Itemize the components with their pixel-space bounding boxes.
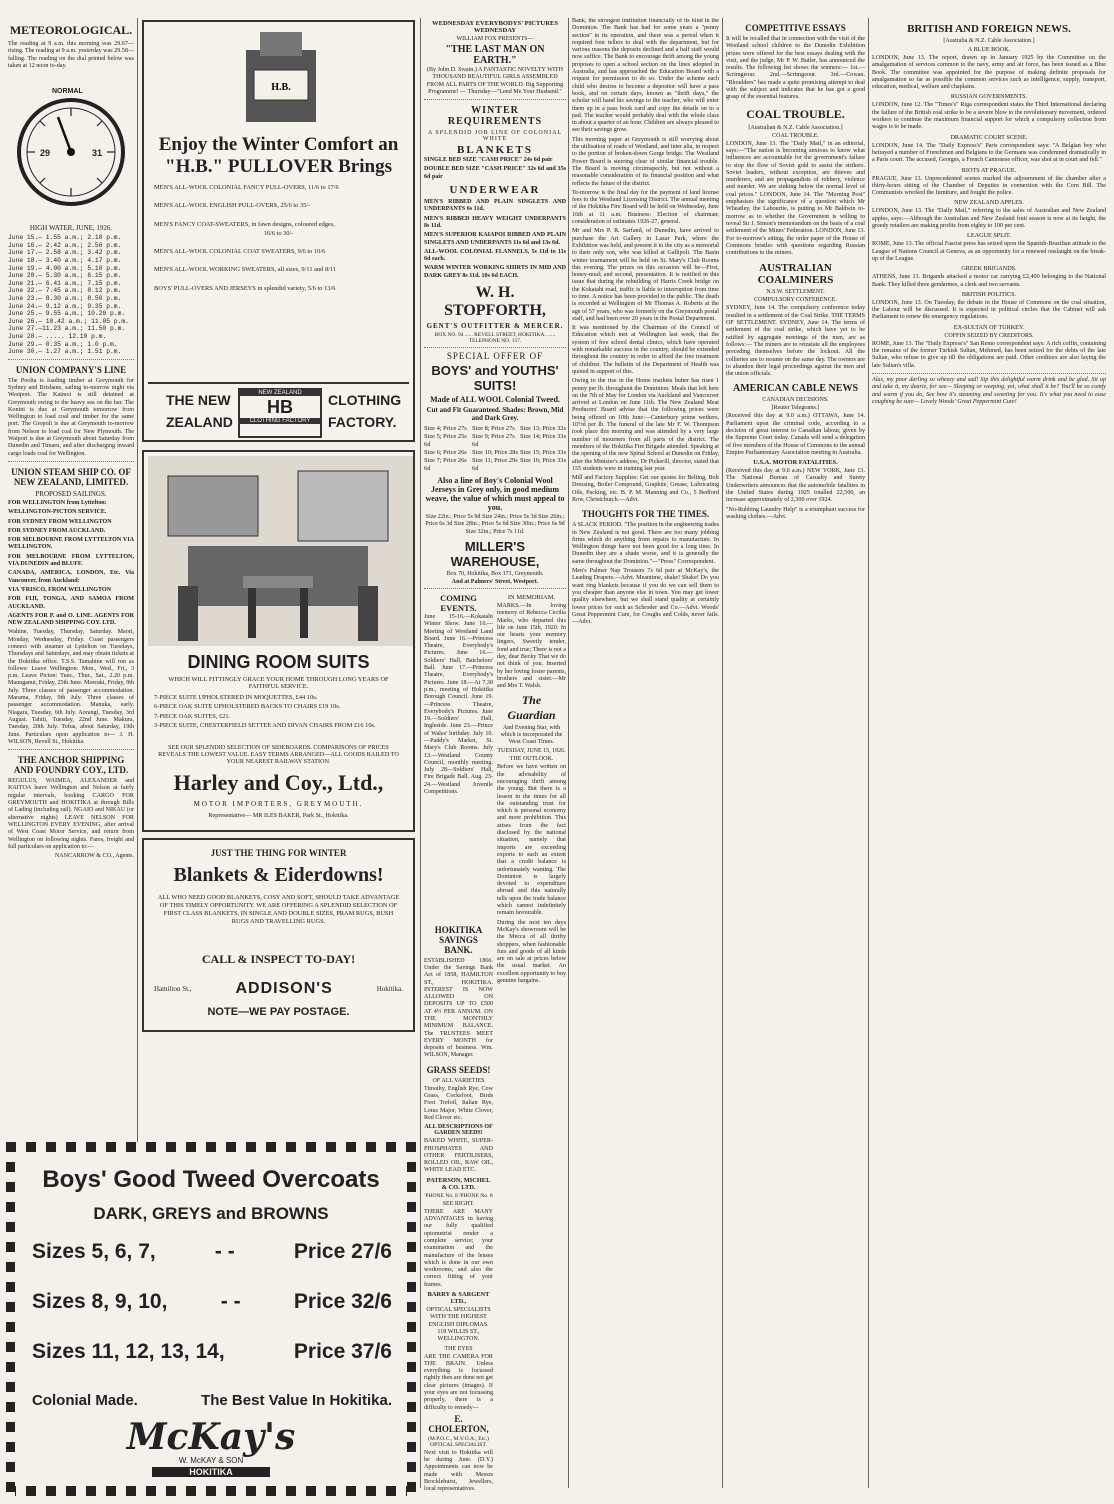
addison-call: CALL & INSPECT TO-DAY! <box>201 952 356 966</box>
sailing-head: FOR SYDNEY FROM AUCKLAND. <box>8 527 106 534</box>
sailing-head: FOR FIJI, TONGA, AND SAMOA FROM AUCKLAND. <box>8 596 134 610</box>
article-text: Mr and Mrs P. R. Sarfand, of Dunedin, have arrived to purchase the Art Gallery in Lazar Park, where the Exhibition was held, and present it to the city as a memorial to their only son, who was killed at Gallipoli. The Basin winter tournament will be held on St. Mary's Club Rooms this evening. The prizes on this occasion will be—First, honey-mud; and second, presentation. It is notified in this issue that during the rebuilding of Harris Creek bridge on the Kokatahi road, traffic is liable to interruption from time to time. A notice has been provided to the public. The death is recorded at Wellington of Mr Thomas A. Roberts at the age of 57 years, who was formerly on the Greymouth postal staff, and had been over 20 years in the Postal Department. <box>572 228 719 322</box>
checker-border <box>6 1142 416 1152</box>
coal-heading: COAL TROUBLE. <box>746 106 845 121</box>
tide-row: June 18.— 3.40 a.m.; 4.17 p.m. <box>8 256 122 264</box>
coal-source: [Australian & N.Z. Cable Association.] <box>748 124 843 131</box>
divider <box>8 749 134 750</box>
news-text: LONDON, June 13. The "Daily Mail," referring to the sales of Australian and New Zealand apples, says:—Although the Australian and New Zealand fruit season is now at its height, the greedy retailers are making profits from eighty to 100 per cent. <box>872 208 1106 230</box>
grass-list: Timothy, English Rye, Cow Grass, Cocksfoot, Birds Foot Trefoil, Italian Rye, Lotus Major, White Clover, Red Clover etc. <box>424 1085 493 1121</box>
dining-room-illustration-icon <box>148 456 413 646</box>
miller-name: MILLER'S WAREHOUSE, <box>450 538 540 569</box>
tide-row: June 16.— 2.42 a.m.; 2.56 p.m. <box>8 241 122 249</box>
sailing-head: FOR MELBOURNE FROM LYTTELTON, VIA DUNEDIN and BLUFF. <box>8 553 134 568</box>
addison-name: ADDISON'S <box>235 980 333 997</box>
coalminers-heading: AUSTRALIAN COALMINERS <box>757 262 834 287</box>
harley-name: Harley and Coy., Ltd., <box>173 770 384 795</box>
tide-row: June 22.— 7.45 a.m.; 8.12 p.m. <box>8 287 122 295</box>
jersey-sizes: Size 22in.; Price 5s 9d Size 24in.; Price 5s 3d Size 26in.; Price 6s 3d Size 28in.; Price 5s 6d Size 30in.; Price 6s 9d Size 32in.; Price 7s 11d. <box>425 514 565 535</box>
underwear-row: MEN'S RIBBED AND PLAIN SINGLETS AND UNDERPANTS 6s 11d. <box>424 199 566 213</box>
movie-title: "THE LAST MAN ON EARTH." <box>445 44 545 66</box>
column-3 <box>424 18 566 1498</box>
addison-signature <box>154 980 403 998</box>
cholerton-name: E. CHOLERTON, <box>428 1413 489 1434</box>
mckay-footer <box>32 1392 392 1409</box>
underwear-row: MEN'S RIBBED HEAVY WEIGHT UNDERPANTS 8s 11d. <box>424 215 566 229</box>
coalminers-text: SYDNEY, June 14. The compulsory conference today resulted in a settlement of the Coal Strike. THE TERMS OF SETTLEMENT. SYDNEY, June 14. The terms of settlement of the coal strike, which have yet to be ratified by aggregate meetings of the men, are as follows:— The miners are to reinstate all the employees preceding themselves before the lockout. All the collieries are to resume on the same day. The owners are to abandon their legal proceedings against the men and the union officials. <box>726 305 865 378</box>
mckay-title: Boys' Good Tweed Overcoats <box>42 1166 380 1193</box>
movie-text: (By John D. Swain.) A FANTASTIC NOVELTY WITH THOUSAND BEAUTIFUL GIRLS ASSEMBLED FROM ALL PARTS OF THE WORLD. Big Supporting Programme! — Thursday—"Lend Me Your Husband." <box>426 67 564 95</box>
movie-header: WEDNESDAY EVERYBODYS' PICTURES WEDNESDAY <box>431 20 559 34</box>
coalminers-sub: N.S.W. SETTLEMENT. <box>766 289 825 296</box>
news-subhead: BRITISH POLITICS. <box>961 290 1017 298</box>
guardian-date: TUESDAY, JUNE 15, 1926. <box>497 748 566 755</box>
barry-name: BARRY & SARGENT LTD., <box>427 1291 490 1306</box>
usco-heading: UNION STEAM SHIP CO. OF NEW ZEALAND, LIMITED. <box>11 466 131 487</box>
thoughts-heading: THOUGHTS FOR THE TIMES. <box>581 509 710 520</box>
mckay-colonial: Colonial Made. <box>32 1392 138 1409</box>
news-text: ROME, June 13. The official Fascist press has seized upon the Spanish-Brazilian attitude to the League of Nations Council at Geneva, as an opportunity for a renewed onslaught on the break-up of the League. <box>872 241 1106 262</box>
harley-sub: MOTOR IMPORTERS, GREYMOUTH. <box>193 800 364 808</box>
svg-text:H.B.: H.B. <box>271 82 291 93</box>
size-cell: Size 4; Price 27s <box>424 425 467 433</box>
column-rule <box>420 18 421 1488</box>
hb-item: MEN'S ALL-WOOL COLONIAL COAT SWEATERS, 9/6 to 10/6 <box>154 248 326 256</box>
suits-made: Made of ALL WOOL Colonial Tweed. <box>430 395 560 405</box>
mckay-price: Price 27/6 <box>293 1240 392 1263</box>
cholerton-text: Next visit to Hokitika will be during June. (D.Y.) Appointments can now be made with Messrs Brocklehurst, Jewellers, local representatives. <box>424 1449 493 1493</box>
article-text: Te-morrow is the final day for the payment of land license fees to the Westland Licensing District. The annual meeting of the Hokitika Fire Board will be held on Wednesday, June 16th at 11 a.m. Business: Election of chairman; consideration of estimates 1926-27, general. <box>572 189 719 226</box>
mckay-subtitle: DARK, GREYS and BROWNS <box>93 1204 329 1223</box>
mckay-dash: - - <box>214 1240 235 1263</box>
mckay-sizes: Sizes 11, 12, 13, 14, <box>32 1340 225 1363</box>
news-subhead: DRAMATIC COURT SCENE. <box>950 133 1028 141</box>
tide-row: June 21.— 6.41 a.m.; 7.15 p.m. <box>8 279 122 287</box>
harley-text: WHICH WILL FITTINGLY GRACE YOUR HOME THROUGH LONG YEARS OF FAITHFUL SERVICE. <box>168 676 389 690</box>
pullover-figure-icon <box>236 30 326 125</box>
savings-heading: HOKITIKA SAVINGS BANK. <box>434 924 483 955</box>
size-cell: Size 15; Price 33s <box>520 449 566 457</box>
harley-item: 7-PIECE SUITE UPHOLSTERED IN MOQUETTES, £44 10s. <box>154 694 318 701</box>
article-text: Bank, the strongest institution financially of its kind in the Dominion. The Bank has had for some years a "penny section" in its operation, and there was a period when it required four tellers to deal with the department, but for various reasons the deposits declined and a half staff would now suffice. The Bank to encourage thrift among the young proposes to open a school section on the lines adopted in Australia, and has approached the Education Board with a request for permission to do so. Under the scheme each child who desires to become a depositor will have a pass book, and on certain days, known as "thrift days," the scholar will hand his savings to the teacher, who will enter them up in a pass book card and copy the details on to a pad. The teacher would probably deal with the whole class in about a quarter of an hour. Children are always pleased to see their savings grow. <box>572 18 719 134</box>
cholerton-sub: (M.P.O.C., M.V.O.A., Etc.) OPTICAL SPECIALIST. <box>428 1435 489 1448</box>
column-4 <box>572 18 719 1498</box>
blanket-row: SINGLE BED SIZE "CASH PRICE" 24s 6d pair <box>424 157 553 164</box>
barry-sub: OPTICAL SPECIALISTS WITH THE HIGHEST ENGLISH DIPLOMAS. 118 WILLIS ST., WELLINGTON. <box>426 1307 491 1343</box>
news-text: LONDON, June 13. On Tuesday, the debate in the House of Commons on the coal situation, the Labour will be discussed. It is expected in political circles that the Cabinet will ask Parliament to renew the emergency regulations. <box>872 299 1106 321</box>
coalminers-subhead: COMPULSORY CONFERENCE. <box>754 297 837 304</box>
mckay-row <box>32 1240 392 1264</box>
mckay-price: Price 37/6 <box>293 1340 392 1363</box>
hb-footer-left2: ZEALAND <box>166 414 233 430</box>
hb-logo-bottom: CLOTHING FACTORY <box>240 418 320 424</box>
guardian-masthead: The Guardian <box>507 692 556 722</box>
size-cell: Size 14; Price 33s <box>520 433 566 441</box>
paterson-phone: 'PHONE No. 8 'PHONE No. 8 <box>424 1192 493 1199</box>
checker-border <box>6 1142 15 1496</box>
hb-footer-right: CLOTHING <box>328 392 402 408</box>
hb-logo: NEW ZEALAND HB CLOTHING FACTORY <box>238 388 322 438</box>
size-cell: Size 10; Price 28s <box>472 449 518 457</box>
suits-cut: Cut and Fit Guaranteed. Shades: Brown, Mid and Dark Grey. <box>426 406 564 423</box>
mckay-best-value: The Best Value In Hokitika. <box>201 1392 392 1409</box>
news-subhead: A BLUE BOOK. <box>967 46 1011 53</box>
grass-sub: OF ALL VARIETIES <box>432 1077 485 1084</box>
mckay-row <box>32 1340 392 1364</box>
advert-text: "No-Rubbing Laundry Help" is a triumphant success for washing clothes.—Advt. <box>726 506 865 520</box>
size-cell: Size 6; Price 26s <box>424 449 467 457</box>
hb-footer-left: THE NEW <box>166 392 231 408</box>
hb-item: MEN'S ALL-WOOL COLONIAL FANCY PULL-OVERS, 11/6 to 17/6 <box>154 184 339 191</box>
gauge-normal-label: NORMAL <box>52 88 83 96</box>
sailing-head: AGENTS FOR P. and O. LINE. AGENTS FOR NEW ZEALAND SHIPPING COY. LTD. <box>8 612 134 627</box>
addison-blankets-ad <box>142 838 415 1032</box>
column-1 <box>8 18 134 1148</box>
news-text: ATHENS, June 13. Brigands attacked a motor car carrying £2,400 belonging to the National Bank. They killed three gendarmes, a clerk and two servants. <box>872 274 1106 288</box>
gauge-right-label: 31 <box>92 148 103 159</box>
mckay-logo-town: HOKITIKA <box>152 1467 270 1477</box>
harley-title: DINING ROOM SUITS <box>187 652 370 672</box>
sailing-head: VIA 'FRISCO, FROM WELLINGTON <box>8 586 112 593</box>
mckay-sizes: Sizes 5, 6, 7, <box>32 1240 156 1263</box>
manure-line: BAKED WHITE, SUPER-PHOSPHATES AND OTHER FERTILISERS, ROLLED OIL, RAW OIL, WHITE LEAD ETC. <box>424 1138 493 1174</box>
hb-item: 16/6 to 30/- <box>263 229 294 237</box>
underwear-heading: UNDERWEAR <box>449 184 541 197</box>
tide-row: June 20.— 5.30 a.m.; 6.15 p.m. <box>8 272 122 280</box>
usa-text: (Received this day at 9.0 a.m.) NEW YORK, June 13. The National Bureau of Casualty and Surety Underwriters announces that the automobile fatalities in the United States during 1925 totalled 22,500, an increase approximately of 2,300 over 1924. <box>726 468 865 504</box>
anchor-heading: THE ANCHOR SHIPPING AND FOUNDRY COY., LTD. <box>13 755 129 776</box>
hb-footer <box>148 382 409 440</box>
mckay-logo-script: McKay's <box>126 1416 296 1458</box>
sailing-head: FOR SYDNEY FROM WELLINGTON <box>8 518 112 525</box>
addison-title: Blankets & Eiderdowns! <box>173 864 384 886</box>
news-subhead: RIOTS AT PRAGUE. <box>961 166 1017 174</box>
cable-source: [Reuter Telegrams.] <box>771 405 820 412</box>
tide-heading: HIGH WATER, JUNE, 1926. <box>29 224 113 233</box>
sailing-head: FOR WELLINGTON from Lyttelton: <box>8 499 107 506</box>
underwear-row: MEN'S SUPERIOR KAIAPOI RIBBED AND PLAIN SINGLETS AND UNDERPANTS 11s 6d and 13s 6d. <box>424 232 566 246</box>
tide-row: June 17.— 2.58 a.m.; 3.42 p.m. <box>8 249 122 257</box>
tide-row: June 19.— 4.00 a.m.; 5.10 p.m. <box>8 264 122 272</box>
divider <box>8 359 134 360</box>
sailing-head: FOR MELBOURNE FROM LYTTELTON VIA WELLINGTON. <box>8 537 134 551</box>
hb-pullover-ad <box>142 20 415 442</box>
addison-top: JUST THE THING FOR WINTER <box>210 848 347 858</box>
garden-line: ALL DESCRIPTIONS OF GARDEN SEEDS! <box>424 1124 493 1137</box>
news-subhead: LEAGUE SPLIT. <box>967 232 1011 240</box>
movie-presenter: WILLIAM FOX PRESENTS— <box>456 36 534 42</box>
coal-text: LONDON, June 13. The "Daily Mail," in an editorial, says:—"The nation is becoming anxious to know what influences are accountable for the government's failure to stop the flow of Soviet gold to assist the strikers. Soviet leaders, without exception, are thieves and murderers, and are propagandists of robbery, violence and murder. We are sinking below the normal level of coal prices." LONDON, June 14. The "Morning Post" emphasises the significance of a question which Mr Wheatley, the Labourite, is putting to Mr Baldwin to-morrow as to whether the Government is willing to reveal Sir J. Simon's memorandum on the basis of a coal settlement of the Mines' Federation. LONDON, June 13. For to-morrow's sitting, the order paper of the House of Commons bristles with questions regarding Russian contributions to the miners. <box>726 140 865 257</box>
union-line-heading: UNION COMPANY'S LINE <box>15 364 127 375</box>
ads-right <box>497 920 566 1496</box>
size-cell: Size 5; Price 25s 6d <box>424 433 467 449</box>
harley-item: 7-PIECE OAK SUITES, £21. <box>154 712 231 720</box>
news-text: PRAGUE, June 13. Unprecedented scenes marked the adjournment of the chamber after a thirty-hours sitting of the Chamber of Deputies in connection with the Corn Bill. The Communists wrecked the furniture, and fought the police. <box>872 175 1106 197</box>
essays-text: It will be recalled that in connection with the visit of the Westland school children to the Dunedin Exhibition prizes were offered for the best essays dealing with the visit, and the judge, Mr P. W. Butler, has announced the results. The following list shows the winners:— 1st.—Scrimgeour. 2nd.—Scrimgeour. 3rd.—Cowan. "Rhoulders" has made a quite promising attempt to deal with the subject and indicates that he has got a good grasp of the essential features. <box>726 36 865 101</box>
divider <box>8 461 134 462</box>
special-offer: SPECIAL OFFER OF <box>446 351 544 362</box>
addison-note: NOTE—WE PAY POSTAGE. <box>207 1006 350 1018</box>
tide-row: June 26.— 10.42 a.m.; 11.05 p.m. <box>8 317 129 325</box>
news-subhead: EX-SULTAN OF TURKEY. <box>953 323 1025 331</box>
column-rule <box>568 18 569 1488</box>
guardian-sub: And Evening Star, with which is incorporated the West Coast Times. <box>500 724 563 746</box>
stopforth-sub: GENT'S OUTFITTER & MERCER. <box>426 322 564 331</box>
addison-address: Hamilton St., <box>154 985 192 993</box>
memoriam-heading: IN MEMORIAM. <box>507 593 556 601</box>
coal-subhead: COAL TROUBLE. <box>772 132 819 139</box>
mckay-dash: - - <box>220 1290 241 1313</box>
column-5 <box>726 18 865 1498</box>
hb-item: MEN'S ALL-WOOL WORKING SWEATERS, all sizes, 9/11 and 8/11 <box>154 266 337 274</box>
news-text: LONDON, June 13. The report, drawn up in January 1925 by the Committee on the amalgamation of services common to the navy, army and air force, has been issued as a Blue Book. The committee was appointed for the purpose of making definite proposals for amalgamation so far as possible the common services such as intelligence, supply, transport, education, medical, welfare and chaplains. <box>872 55 1106 91</box>
tide-row: June 27.—11.23 a.m.; 11.50 p.m. <box>8 325 126 333</box>
size-cell: Size 16; Price 33s <box>520 457 566 465</box>
mckay-sizes: Sizes 8, 9, 10, <box>32 1290 168 1313</box>
hb-footer-right2: FACTORY. <box>328 414 397 430</box>
news-subhead: RUSSIAN GOVERNMENTS. <box>950 93 1028 101</box>
suits-size-grid <box>424 425 566 473</box>
usa-heading: U.S.A. MOTOR FATALITIES. <box>753 459 838 467</box>
sailing-head: WELLINGTON-PICTON SERVICE. <box>8 509 107 516</box>
meteorological-heading: METEOROLOGICAL. <box>9 23 133 37</box>
blanket-row: DOUBLE BED SIZE "CASH PRICE" 32s 6d and 35s 6d pair <box>424 166 566 180</box>
size-cell: Size 13; Price 32s <box>520 425 566 433</box>
outlook-text: Before we have written on the advisability of encouraging thrift among the young. But there is a lesson in the times for all the outstanding trust for which is personal economy and more prohibition. This arises from the fact disclosed by the national situation, namely that imports are exceeding exports to such an extent that a credit balance is unfortunately wanting. The Dominion is largely devoted to expenditure abroad and this naturally tells upon the trade balance which cannot indefinitely remain favourable. <box>497 764 566 917</box>
suits-heading: BOYS' and YOUTHS' SUITS! <box>431 363 559 394</box>
mckay-logo-sub: W. McKAY & SON <box>178 1456 244 1465</box>
tide-row: June 28.— ..... 12.10 p.m. <box>8 332 107 340</box>
addison-town: Hokitika. <box>376 985 403 993</box>
tide-row: June 29.— 0.35 a.m.; 1.0 p.m. <box>8 340 118 348</box>
gauge-left-label: 29 <box>40 148 51 159</box>
memoriam-text: MARKS.—In loving memory of Rebecca Cecilia Marks, who departed this life on June 15th, 1920. In our hearts your memory lingers, Sweetly tender, fond and true; There is not a day, dear Becky That we do not think of you. Inserted by her loving foster parents, brothers and sister.—Mr and Mrs T. Walsh. <box>497 602 566 690</box>
article-text: Owing to the rise in the Home markets butter has risen 1 penny per lb. throughout the Dominion. Meals that left here on the 7th of May for London via Auckland and Vancouver arrived at London on June 11th. The New Zealand Meat Producers' Board advise that the following prices were being offered on 10th June:—Canterbury prime wethers, 10½d per lb. The funeral of the late Mr F. W. Thompson took place this morning and was attended by a very large number of mourners from all parts of the district. The members of the Hokitika Fire Brigade attended. Speaking at the opening of the new Spinal School at Dunedin on Friday, after the Minister's address, Dr Pickerill, director, stated that 155 students were in training last year. <box>572 378 719 472</box>
paterson-name: PATERSON, MICHEL & CO. LTD. <box>426 1176 491 1191</box>
miller-sub: And at Palmers' Street, Westport. <box>451 578 539 585</box>
mckay-row <box>32 1290 392 1314</box>
cable-heading: AMERICAN CABLE NEWS <box>732 383 858 395</box>
size-cell: Size 9; Price 27s 6d <box>472 433 515 449</box>
foreign-news-heading: BRITISH AND FOREIGN NEWS. <box>907 23 1071 35</box>
tide-row: June 30.— 1.27 a.m.; 1.51 p.m. <box>8 348 122 356</box>
hb-item: MEN'S FANCY COAT-SWEATERS, in fawn designs, coloured edges, <box>154 220 335 228</box>
peppermint-poem: Alas, my poor darling so wheezy and sad! Sip this delightful warm drink and be glad. Sit up and take it, my dearie, for see— Sleeping or weeping, yet, what shall it be? You'll be so comfy and warm if you do, See how it's steaming and sweeting for you. It's what you need to ease coughing be sure— Lovely Woods' Great Peppermint Cure! <box>872 376 1106 405</box>
advert-text: Mill and Factory Supplies: Get our quotes for Belting, Bolt Dressing, Boiler Compound, Graphite, Grease, Lubricating Oils, Packing, etc. B. P. M. Manning and Co., 5 Bedford Row, Christchurch.—Advt. <box>572 475 719 503</box>
events-text: June 15-16.—Kokatahi Winter Show. June 16.—Meeting of Westland Land Board. June 16.—Princess Theatre, Everybody's Pictures. June 16.—Soldiers' Hall, Batchelors' Ball. June 17.—Princess Theatre, Everybody's Pictures. June 18.—At 7.30 p.m., meeting of Hokitika Borough Council. June 19.—Princess Theatre, Everybody's Pictures. June 19.—Soldiers' Hall, Ingleside. June 23.—Prince of Wales' birthday. July 10.—Paddy's Market, St. Mary's Club Rooms. July 13.—Westland County Council, monthly meeting. July 28—Soldiers' Hall, Fire Brigade Ball. Aug. 23-24.—Westland Juvenile Competitions. <box>424 613 493 796</box>
hb-headline: Enjoy the Winter Comfort an "H.B." PULLOVER Brings <box>158 134 399 177</box>
article-text: This morning paper at Greymouth is still worrying about the utilisation of roads of Westland, and inter alia, in respect to the portion of broken-down Gorge bridge. The Westland Power Board is steering clear of similar financial trouble. The Board is moving circumspectly, but not without a reasonable consideration of its financial position and what reflects the future of the district. <box>572 136 719 187</box>
size-cell: Size 7; Price 26s 6d <box>424 457 467 473</box>
harley-dining-ad <box>142 450 415 832</box>
hb-item: BOYS' PULL-OVERS AND JERSEYS in splendid variety, 5/6 to 13/6 <box>154 284 336 292</box>
essays-heading: COMPETITIVE ESSAYS <box>745 23 846 33</box>
hb-item: MEN'S ALL-WOOL ENGLISH PULL-OVERS, 25/6 to 35/- <box>154 202 311 210</box>
events-memoriam-row <box>424 592 566 920</box>
underwear-row: ALL-WOOL COLONIAL FLANNELS, 5s 11d to 11s 6d each. <box>424 248 566 263</box>
tide-row: June 25.— 9.55 a.m.; 10.20 p.m. <box>8 310 126 318</box>
news-text: LONDON, June 12. The "Times's" Riga correspondent states the Third International declaring the failure of the British coal strike to be a severe blow to the revolutionary movement, ordered workers to continue the maximum financial support for which a compulsory collection from wages is to be made. <box>872 102 1106 131</box>
mckay-price: Price 32/6 <box>293 1290 392 1313</box>
stopforth-address: BOX NO. 94 ...... REVELL STREET, HOKITIKA. ...... TELEPHONE NO. 157. <box>434 332 556 345</box>
blankets-heading: BLANKETS <box>457 144 533 157</box>
grass-heading: GRASS SEEDS! <box>426 1064 491 1075</box>
hb-logo-top: NEW ZEALAND <box>240 390 320 396</box>
ads-left <box>424 920 493 1496</box>
mckay-overcoat-ad <box>6 1142 416 1496</box>
sight-heading: SEE RIGHT. <box>442 1200 475 1207</box>
news-text: ROME, June 13. The "Daily Express's" San Remo correspondent says: A rich coffin, containing the remains of the former Turkish Sultan, Mehmed, has been seized for the debts of the late Sultan, who refuse to give up till the obligations are paid. Other creditors are also laying the late Sultan's villa. <box>872 340 1106 369</box>
savings-text: ESTABLISHED 1866. Under the Savings Bank Act of 1858, HAMILTON ST., HOKITIKA. INTEREST IS NOW ALLOWED ON DEPOSITS UP TO £500 AT 4½ PER ANNUM. ON THE MONTHLY MINIMUM BALANCE. The TRUSTEES MEET EVERY MONTH for deposits of business. Wm. WILSON, Manager. <box>424 957 493 1059</box>
news-subhead: COFFIN SEIZED BY CREDITORS. <box>944 332 1034 339</box>
harley-item: 3-PIECE SUITE, CHESTERFIELD SETTEE AND DIVAN CHAIRS FROM £16 10s. <box>154 721 376 729</box>
winter-heading: WINTER REQUIREMENTS <box>447 105 543 128</box>
events-column <box>424 592 493 920</box>
harley-rep: Representative— MR ILES BAKER, Park St., Hokitika. <box>208 812 349 819</box>
news-text: LONDON, June 14. The "Daily Express's" Paris correspondent says: "A Belgian boy who betrayed a number of Frenchmen and Belgians to the Germans was condemned dramatically in a Paris court. The accused, Georges, a French Cantonese officer, was shot at in court and fell." <box>872 142 1106 164</box>
eyes-heading: THE EYES <box>444 1345 473 1352</box>
checker-border <box>6 1486 416 1496</box>
barometer-dial <box>8 72 134 222</box>
addison-text: ALL WHO NEED GOOD BLANKETS, COSY AND SOFT, SHOULD TAKE ADVANTAGE OF THIS TIMELY OPPORTUNITY. WE ARE OFFERING A SPLENDID SELECTION OF FIRST CLASS BLANKETS, IN SINGLE AND DOUBLE SIZES, PRAM RUGS, BUSH RUGS AND TRAVELLING RUGS. <box>157 894 400 925</box>
anchor-agent: NANCARROW & CO., Agents. <box>54 853 134 860</box>
blankets-intro: A SPLENDID JOB LINE OF COLONIAL WHITE <box>427 130 563 143</box>
cable-sub: CANADIAN DECISIONS. <box>762 397 829 404</box>
harley-item: 6-PIECE OAK SUITE UPHOLSTERED BACKS TO CHAIRS £19 10s. <box>154 703 341 711</box>
column-rule <box>868 18 869 1488</box>
usco-subheading: PROPOSED SAILINGS. <box>35 489 107 498</box>
article-text: Men's Palmer Nap Trousers 7s 6d pair at McKay's, the Leading Drapers.—Advt. Meantime, shake! Shake! Do you want ring blankets because if you do we can sell them to you cheaper than anyone else in town. You may get lower quality elsewhere, but we shall stand quality at certainly lower prices for such as Schroder and Co.—Advt. Woods' Great Peppermint Cure, for Coughs and Colds, never fails.—Advt. <box>572 568 719 626</box>
ads-row <box>424 920 566 1496</box>
events-heading: COMING EVENTS. <box>440 592 477 613</box>
hb-price-list <box>154 184 403 294</box>
sight-text: THERE ARE MANY ADVANTAGES in having our fully qualified optometrist render a complete service; your examination and the manufacture of the lenses which is done in our own workrooms, and also the correct fitting of your frames. <box>424 1208 493 1288</box>
jersey-offer: Also a line of Boy's Colonial Wool Jerseys in Grey only, in good medium weave, the value of which must appeal to you. <box>425 476 565 513</box>
memoriam-column <box>497 592 566 920</box>
miller-box: Box 70, Hokitika, Box 171, Greymouth. <box>446 570 544 577</box>
news-subhead: NEW ZEALAND APPLES. <box>954 199 1024 207</box>
tide-row: June 24.— 9.12 a.m.; 9.35 p.m. <box>8 302 122 310</box>
eyes-text: ARE THE CAMERA FOR THE BRAIN. Unless everything is focussed rightly then are done not get clear pictures (images). If your eyes are not focussing properly, there is a difficulty to remedy— <box>424 1353 493 1411</box>
sailing-details: Wahine, Tuesday, Thursday, Saturday. Maori, Monday, Wednesday, Friday. Coast passengers connect with steamer at Lyttelton on Tuesdays, Thursdays and Saturdays, and may obtain tickets at the Hokitika office. T.S.S. Tamahine will run as follows: Leave Wellington: Mon., Wed., Fri., 3 p.m. Leave Picton: Tues., Thur., Sat., 2.20 p.m. Maunganui, Friday, 25th June. Moeraki, Friday, 9th July. Three classes of passenger accommodation. Marama, Friday, 9th July. Three classes of passenger accommodation. Manuka, early. Niagara, Tuesday, 6th July. Aorangi, Tuesday, 3rd August. Tahiti, Tuesday, 22nd June. Makura, Tuesday, 20th July. Tofua, about Saturday, 19th June. Particulars upon application to— J. H. WILSON, Revell St., Hokitika. <box>8 629 134 745</box>
column-6 <box>872 18 1106 1498</box>
anchor-text: REGULUS, WAIMEA, ALEXANDER and KAITOA leave Wellington and Nelson at fairly regular intervals, booking CARGO FOR GREYMOUTH and HOKITIKA at through Bills of Lading (including rail). NGAIO and NIKAU (or alternative nights) LEAVE NELSON FOR WELLINGTON EVERY EVENING, after arrival of West Coast Motor Service, and return from Wellington on following nights. Fares, freight and full particulars on application to:— <box>8 778 134 850</box>
size-cell: Size 11; Price 29s 6d <box>472 457 518 473</box>
tide-table <box>8 234 134 356</box>
union-line-text: The Poolta is loading timber at Greymouth for Sydney and Brisbane, sailing to-morrow night via Westport. The Kaimoi is still detained at Greymouth owing to the heavy sea on the bar. The Konini is due at Greymouth tomorrow from Wellington to load coal and timber for the same port. The Gropoli is due at Greymouth to-morrow from Nelson to load coal for New Plymouth. The Waipori is due at Greymouth about Saturday from Dunedin and Timaru, and after discharging inward cargo loads coal for Wellington. <box>8 377 134 457</box>
underwear-row: WARM WINTER WORKING SHIRTS IN MID AND DARK GREY 8s 11d. 10s 6d EACH. <box>424 265 566 279</box>
harley-item-list <box>154 694 403 731</box>
harley-note: SEE OUR SPLENDID SELECTION OF SIDEBOARDS. COMPARISONS OF PRICES REVEALS THE LOWEST VALUE. EASY TERMS ARRANGED—ALL GOODS RAILED TO YOUR NEAREST RAILWAY STATION. <box>158 744 399 765</box>
stopforth-name: W. H. STOPFORTH, <box>444 284 546 320</box>
outlook-heading: THE OUTLOOK. <box>509 756 554 763</box>
news-subhead: GREEK BRIGANDS. <box>961 265 1017 273</box>
tide-row: June 15.— 1.55 a.m.; 2.10 p.m. <box>8 234 122 242</box>
tide-row: June 23.— 8.30 a.m.; 8.50 p.m. <box>8 294 122 302</box>
checker-border <box>407 1142 416 1496</box>
mckay-logo <box>92 1418 330 1482</box>
sailing-head: CANADA, AMERICA, LONDON, Etc. Via Vancouver, from Auckland: <box>8 570 134 584</box>
thoughts-text: A SLACK PERIOD. "The position in the engineering trades in New Zealand is not good. There are too many jobbing firms which do anything from repairs to manufacture. In Wellington things have not been good for a long time. In Dunedin they are a shade worse, and it is generally the same throughout the Dominion."—"Press" Correspondent. <box>572 522 719 565</box>
cable-text: (Received this day at 9.0 a.m.) OTTAWA, June 14. Parliament upon the criminal code, according to a decision of great interest to Canadian labour, given by the Supreme Court today. Canada will send a delegation of five members of the House of Commons to the annual Empire Parliamentary Association meeting in Australia. <box>726 413 865 456</box>
article-text: It was mentioned by the Chairman of the Council of Education which met at Wellington last week, that the system of free school dental clinics, which have operated with remarkable success in the country, should be extended throughout the country in order to afford the free treatment of children. The bulletin of the Department of Health was quoted in support of this. <box>572 325 719 375</box>
extra-text: During the next ten days McKay's showroom will be the Mecca of all thrifty shoppers, when fashionable furs and goods of all kinds are on sale at prices below the usual market. An excellent opportunity to buy genuine bargains. <box>497 919 566 984</box>
size-cell: Size 8; Price 27s <box>472 425 515 433</box>
barometer-text: The reading at 9 a.m. this morning was 29.67—rising. The reading at 9 a.m. yesterday was 29.58—falling. The reading on the dial printed below was taken at 12 noon to-day. <box>8 41 134 69</box>
foreign-news-source: [Australia & N.Z. Cable Association.] <box>943 38 1035 44</box>
column-rule <box>722 18 723 1488</box>
